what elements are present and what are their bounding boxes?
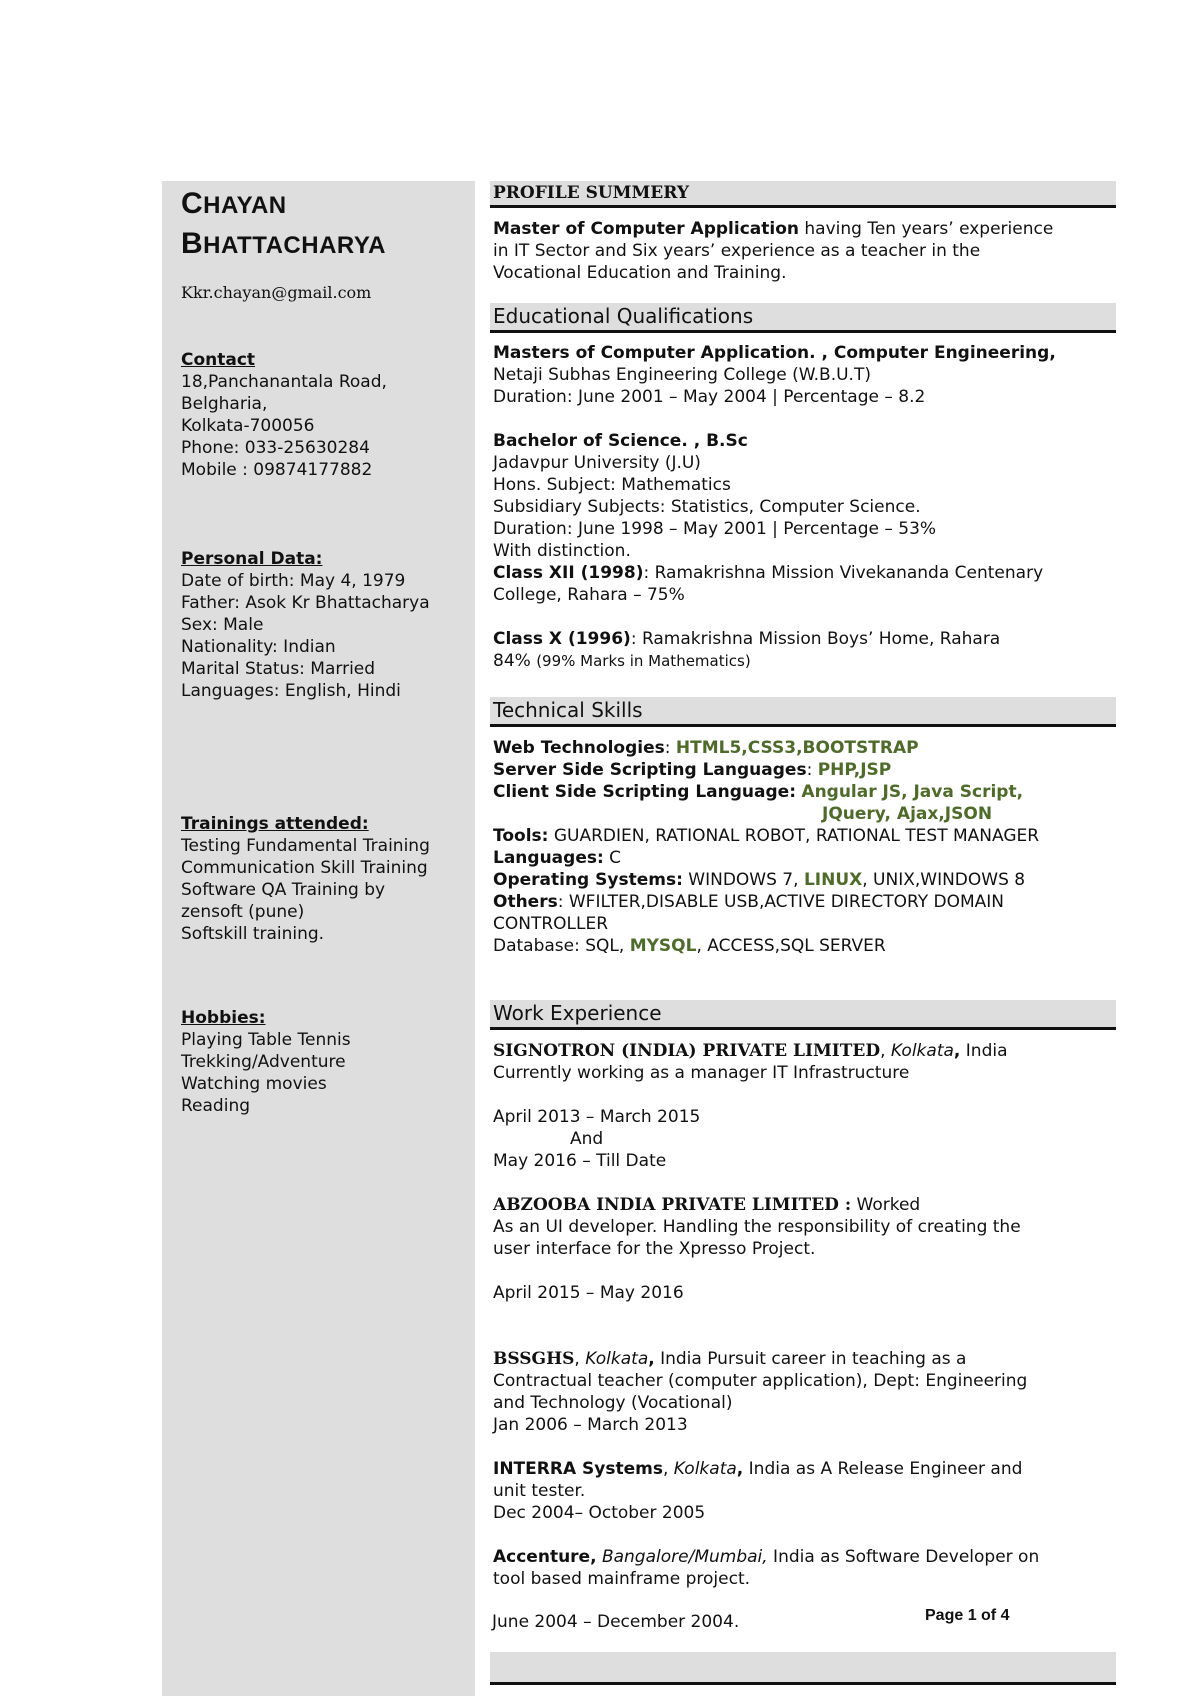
work-experience-heading: Work Experience <box>490 1000 1116 1030</box>
profile-summary-text: Master of Computer Application having Ten years’ experience in IT Sector and Six years’ experience as a teacher in the Vocational Education and Training. <box>493 219 1054 283</box>
contact-line: 18,Panchanantala Road, <box>181 372 387 392</box>
class-x: Class X (1996): Ramakrishna Mission Boys’ Home, Rahara <box>493 629 1001 649</box>
personal-line: Languages: English, Hindi <box>181 681 401 701</box>
candidate-name: CHAYAN BHATTACHARYA <box>181 187 386 260</box>
mca-degree: Masters of Computer Application. , Computer Engineering, <box>493 343 1056 363</box>
contact-line: Belgharia, <box>181 394 268 414</box>
education-heading: Educational Qualifications <box>490 303 1116 333</box>
trainings-section <box>181 813 430 945</box>
bsc-degree: Bachelor of Science. , B.Sc <box>493 431 748 451</box>
training-line: Softskill training. <box>181 924 325 944</box>
personal-line: Marital Status: Married <box>181 659 376 679</box>
contact-line: Phone: 033-25630284 <box>181 438 370 458</box>
personal-line: Father: Asok Kr Bhattacharya <box>181 593 430 613</box>
training-line: Communication Skill Training <box>181 858 428 878</box>
technical-skills-list: Web Technologies: HTML5,CSS3,BOOTSTRAP Server Side Scripting Languages: PHP,JSP Client Side Scripting Language: Angular JS, Java Script, JQuery, Ajax,JSON Tools: GUARDIEN, RATIONAL ROBOT, RATIONAL TEST MANAGER Languages: C Operating Systems: WINDOWS 7, LINUX, UNIX,WINDOWS 8 Others: WFILTER,DISABLE USB,ACTIVE DIRECTORY DOMAIN CONTROLLER Database: SQL, MYSQL, ACCESS,SQL SERVER <box>493 738 1040 956</box>
next-section-bar <box>490 1652 1116 1685</box>
profile-summary-heading: PROFILE SUMMERY <box>490 181 1116 208</box>
accenture-dates: June 2004 – December 2004. <box>492 1612 740 1632</box>
contact-heading: Contact <box>181 350 256 370</box>
contact-line: Mobile : 09874177882 <box>181 460 373 480</box>
contact-line: Kolkata-700056 <box>181 416 315 436</box>
hobbies-heading: Hobbies: <box>181 1008 266 1028</box>
training-line: Software QA Training by <box>181 880 386 900</box>
personal-data-heading: Personal Data: <box>181 549 323 569</box>
hobby-line: Trekking/Adventure <box>181 1052 346 1072</box>
job-abzooba: ABZOOBA INDIA PRIVATE LIMITED : Worked <box>493 1195 921 1215</box>
hobby-line: Reading <box>181 1096 251 1116</box>
hobby-line: Playing Table Tennis <box>181 1030 351 1050</box>
technical-skills-heading: Technical Skills <box>490 697 1116 727</box>
personal-data-section <box>181 548 430 702</box>
personal-line: Date of birth: May 4, 1979 <box>181 571 406 591</box>
job-signotron: SIGNOTRON (INDIA) PRIVATE LIMITED, Kolkata, India <box>493 1041 1008 1061</box>
job-bssghs: BSSGHS, Kolkata, India Pursuit career in teaching as a <box>493 1349 967 1369</box>
class-xii: Class XII (1998): Ramakrishna Mission Vivekananda Centenary <box>493 563 1044 583</box>
job-accenture: Accenture, Bangalore/Mumbai, India as Software Developer on <box>493 1547 1040 1567</box>
email-address: Kkr.chayan@gmail.com <box>181 283 372 302</box>
contact-section <box>181 349 387 481</box>
training-line: Testing Fundamental Training <box>181 836 430 856</box>
personal-line: Nationality: Indian <box>181 637 336 657</box>
personal-line: Sex: Male <box>181 615 264 635</box>
trainings-heading: Trainings attended: <box>181 814 369 834</box>
job-interra: INTERRA Systems, Kolkata, India as A Release Engineer and <box>493 1459 1023 1479</box>
education-list: Masters of Computer Application. , Computer Engineering, Netaji Subhas Engineering College (W.B.U.T) Duration: June 2001 – May 2004 | Percentage – 8.2 Bachelor of Science. , B.Sc Jadavpur University (J.U) Hons. Subject: Mathematics Subsidiary Subjects: Statistics, Computer Science. Duration: June 1998 – May 2001 | Percentage – 53% With distinction. Class XII (1998): Ramakrishna Mission Vivekananda Centenary College, Rahara – 75% Class X (1996): Ramakrishna Mission Boys’ Home, Rahara 84% (99% Marks in Mathematics) <box>493 343 1056 671</box>
work-experience-list: SIGNOTRON (INDIA) PRIVATE LIMITED, Kolkata, India Currently working as a manager IT Infrastructure April 2013 – March 2015 And May 2016 – Till Date ABZOOBA INDIA PRIVATE LIMITED : Worked As an UI developer. Handling the responsibility of creating the user interface for the Xpresso Project. April 2015 – May 2016 BSSGHS, Kolkata, India Pursuit career in teaching as a Contractual teacher (computer application), Dept: Engineering and Technology (Vocational) Jan 2006 – March 2013 INTERRA Systems, Kolkata, India as A Release Engineer and unit tester. Dec 2004– October 2005 Accenture, Bangalore/Mumbai, India as Software Developer on tool based mainframe project. <box>493 1041 1040 1589</box>
hobby-line: Watching movies <box>181 1074 327 1094</box>
page-number: Page 1 of 4 <box>925 1607 1010 1624</box>
hobbies-section <box>181 1007 351 1117</box>
training-line: zensoft (pune) <box>181 902 305 922</box>
